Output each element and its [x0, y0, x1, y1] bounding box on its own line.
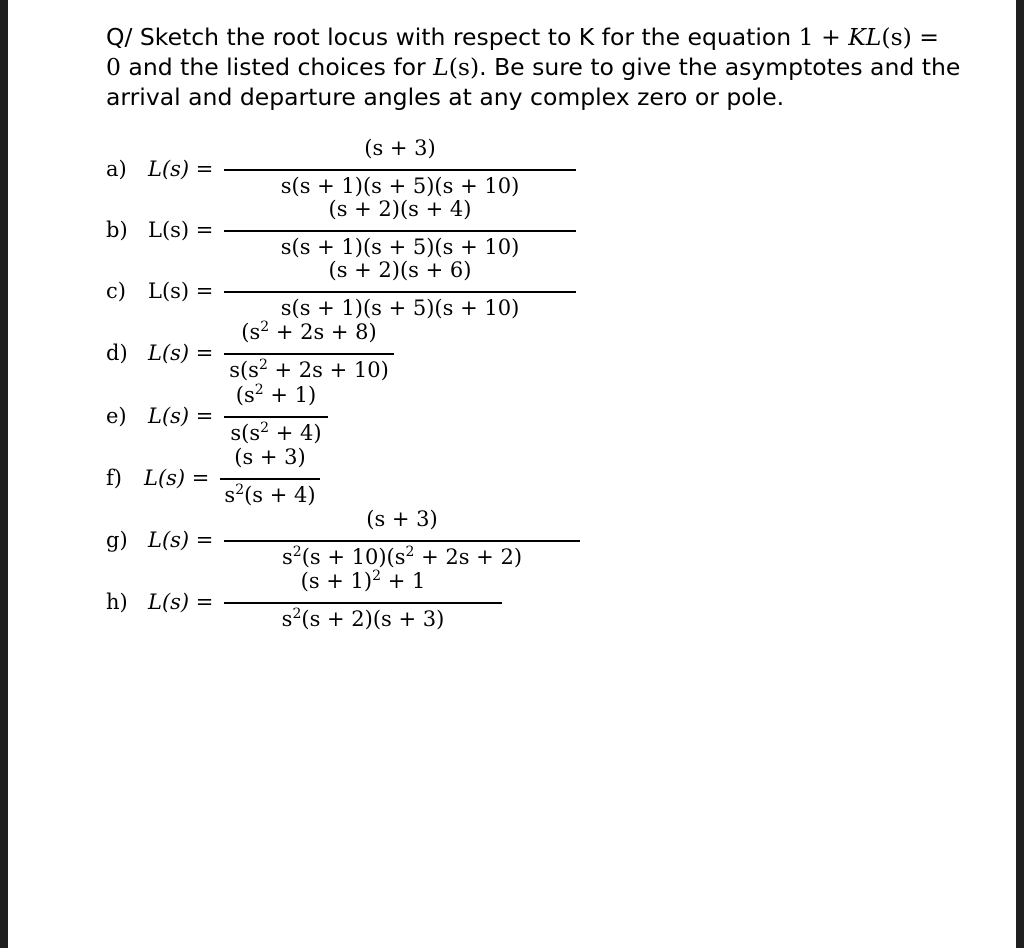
exponent: 2 [292, 606, 302, 622]
exponent: 2 [260, 420, 270, 436]
denominator: s(s + 1)(s + 5)(s + 10) [280, 296, 520, 320]
choice-label: c) [106, 279, 126, 303]
denominator [224, 421, 328, 445]
fraction [224, 136, 576, 198]
choice-g [106, 507, 526, 569]
numerator: (s + 2)(s + 4) [328, 197, 472, 221]
denominator-part: + 2s + 10) [267, 358, 389, 382]
choice-e [106, 383, 526, 445]
numerator-part: + 2s + 8) [269, 320, 377, 344]
denominator-part: s [281, 607, 293, 631]
equation-lhs: 1 + [798, 23, 849, 51]
denominator [220, 483, 320, 507]
numerator: (s + 3) [366, 507, 438, 531]
choice-label: d) [106, 341, 128, 365]
fraction-bar [224, 540, 580, 542]
numerator-part: (s [241, 320, 261, 344]
transfer-function-lhs: L(s) = [148, 590, 214, 614]
denominator-part: (s + 4) [244, 483, 316, 507]
numerator [224, 320, 394, 344]
numerator [224, 569, 502, 593]
choice-label: h) [106, 590, 128, 614]
l-symbol: L [433, 53, 449, 81]
choice-label: a) [106, 157, 127, 181]
numerator-part: (s + 1) [300, 569, 373, 593]
denominator: s(s + 1)(s + 5)(s + 10) [280, 235, 520, 259]
numerator: (s + 2)(s + 6) [328, 258, 472, 282]
fraction [224, 569, 502, 631]
equation-zero: 0 [106, 53, 121, 81]
transfer-function-lhs: L(s) = [148, 341, 214, 365]
choice-d [106, 320, 526, 382]
denominator [224, 607, 502, 631]
choice-label: f) [106, 466, 122, 490]
exponent: 2 [254, 382, 264, 398]
choice-b [106, 197, 526, 259]
numerator-part: + 1) [263, 383, 317, 407]
transfer-function-lhs: L(s) = [148, 218, 214, 242]
fraction [224, 383, 328, 445]
numerator: (s + 3) [364, 136, 436, 160]
exponent: 2 [405, 544, 415, 560]
choice-f [106, 445, 526, 507]
question-middle: and the listed choices for [120, 53, 434, 81]
l-arg: (s) [448, 53, 480, 81]
denominator-part: s [281, 545, 293, 569]
fraction [224, 507, 580, 569]
numerator: (s + 3) [234, 445, 306, 469]
question-suffix: . Be sure to give the asymptotes and the arrival and departure angles at any complex zero or pole. [106, 53, 961, 111]
denominator-part: s(s [230, 421, 261, 445]
choice-c [106, 258, 526, 320]
fraction-bar [224, 602, 502, 604]
exponent: 2 [292, 544, 302, 560]
exponent: 2 [260, 319, 270, 335]
transfer-function-lhs: L(s) = [148, 279, 214, 303]
fraction-bar [224, 230, 576, 232]
question-prefix: Q/ Sketch the root locus with respect to K for the equation [106, 23, 799, 51]
exponent: 2 [372, 568, 382, 584]
denominator-part: + 4) [269, 421, 322, 445]
equation-s: (s) = [881, 23, 939, 51]
denominator-part: s(s [229, 358, 259, 382]
denominator [224, 358, 394, 382]
denominator-part: (s + 10)(s [301, 545, 406, 569]
fraction-bar [224, 169, 576, 171]
exponent: 2 [235, 482, 245, 498]
transfer-function-lhs: L(s) = [148, 157, 214, 181]
fraction [224, 320, 394, 382]
choice-a [106, 136, 526, 198]
choice-label: g) [106, 528, 128, 552]
denominator-part: s [224, 483, 236, 507]
fraction-bar [224, 353, 394, 355]
fraction [220, 445, 320, 507]
denominator-part: (s + 2)(s + 3) [301, 607, 445, 631]
fraction-bar [220, 478, 320, 480]
fraction [224, 197, 576, 259]
exponent: 2 [258, 357, 268, 373]
equation-kl: KL [848, 23, 882, 51]
numerator-part: + 1 [381, 569, 426, 593]
choice-h [106, 569, 526, 631]
transfer-function-lhs: L(s) = [148, 404, 214, 428]
choice-label: b) [106, 218, 128, 242]
fraction [224, 258, 576, 320]
numerator [224, 383, 328, 407]
fraction-bar [224, 416, 328, 418]
transfer-function-lhs: L(s) = [148, 528, 214, 552]
numerator-part: (s [235, 383, 255, 407]
denominator: s(s + 1)(s + 5)(s + 10) [280, 174, 520, 198]
denominator [224, 545, 580, 569]
fraction-bar [224, 291, 576, 293]
transfer-function-lhs: L(s) = [144, 466, 210, 490]
denominator-part: + 2s + 2) [414, 545, 523, 569]
choice-label: e) [106, 404, 127, 428]
